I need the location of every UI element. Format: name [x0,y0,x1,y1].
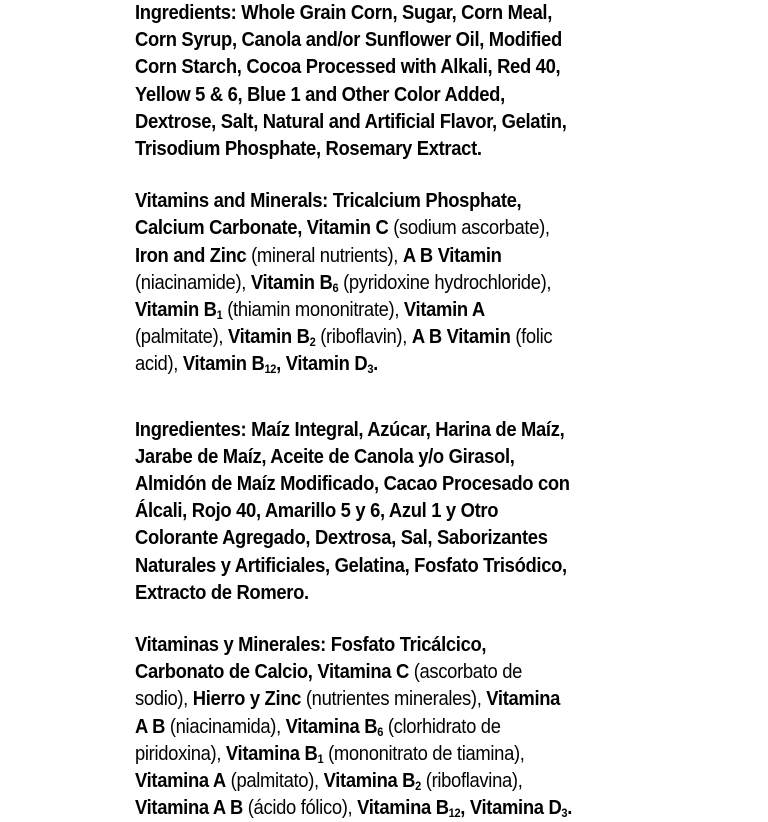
subscript-text: 3 [367,362,374,377]
regular-text-run: (mononitrato de tiamina), [328,742,525,765]
subscript-text: 2 [309,335,316,350]
bold-text-run: Vitamina B [225,742,318,765]
subscript-text: 1 [317,751,324,766]
ingredients-label-panel [135,0,705,822]
regular-text-run: (riboflavina), [425,770,523,793]
bold-text-run: Vitamina B [357,797,449,820]
subscript-text: 12 [448,806,461,821]
subscript-text: 6 [377,724,384,739]
bold-text-run: . [373,353,378,376]
bold-text-run: Vitamin B [135,299,217,322]
bold-text-run: Vitamina B [285,715,378,738]
regular-text-run: (riboflavin), [315,326,412,349]
bold-text-run: , Vitamina D [460,797,562,820]
bold-text-run: Iron and Zinc [135,244,247,267]
regular-text-run: (ácido fólico), [242,797,358,820]
regular-text-run: (folic acid), [135,326,553,376]
bold-text-run: Vitamina A B [135,688,561,738]
bold-text-run: Vitamina B [323,770,416,793]
regular-text-run: (mineral nutrients), [246,244,403,267]
subscript-text: 6 [332,280,339,295]
bold-text-run: Vitamina A B [135,797,243,820]
regular-text-run: (nutrientes minerales), [301,688,487,711]
bold-text-run: A B Vitamin [411,326,511,349]
bold-text-run: Vitamina A [135,770,226,793]
regular-text-run: (ascorbato de sodio), [135,661,523,711]
bold-text-run: Vitamin B [250,271,333,294]
subscript-text: 3 [561,806,568,821]
bold-text-run: A B Vitamin [402,244,502,267]
regular-text-run: (thiamin mononitrate), [222,299,404,322]
english-ingredients: Ingredients: Whole Grain Corn, Sugar, Corn Meal, Corn Syrup, Canola and/or Sunflower Oil, Modified Corn Starch, Cocoa Processed with Alkali, Red 40, Yellow 5 & 6, Blue 1 and Other Color Added, Dextrose, Salt, Natural and Artificial Flavor, Gelatin, Trisodium Phosphate, Rosemary Extract. [135,2,567,161]
regular-text-run: (sodium ascorbate), [393,217,550,240]
bold-text-run: . [567,797,573,820]
subscript-text: 12 [264,362,277,377]
regular-text-run: (pyridoxine hydrochloride), [343,271,552,294]
regular-text-run: (palmitato), [225,770,324,793]
subscript-text: 2 [415,779,421,794]
bold-text-run: Hierro y Zinc [192,688,302,711]
regular-text-run: (niacinamida), [165,715,286,738]
bold-text-run: Vitamins and Minerals: Tricalcium Phosphate, Calcium Carbonate, Vitamin C [135,190,522,240]
bold-text-run: Vitamin B [227,326,310,349]
regular-text-run: (niacinamide), [135,271,247,294]
spanish-ingredients: Ingredientes: Maíz Integral, Azúcar, Harina de Maíz, Jarabe de Maíz, Aceite de Canola y/o Girasol, Almidón de Maíz Modificado, Cacao Procesado con Álcali, Rojo 40, Amarillo 5 y 6, Azul 1 y Otro Colorante Agregado, Dextrosa, Sal, Saborizantes Naturales y Artificiales, Gelatina, Fosfato Trisódico, Extracto de Romero. [135,418,570,604]
spacer [135,163,705,188]
bold-text-run: , Vitamin D [276,353,368,376]
regular-text-run: (palmitate), [135,326,224,349]
subscript-text: 1 [216,308,223,323]
regular-text-run: (clorhidrato de piridoxina), [135,715,501,765]
bold-text-run: Vitamin B [182,353,265,376]
spacer [135,607,705,632]
spacer [135,379,705,417]
english-vitamins-minerals [135,188,705,378]
spanish-vitamins-minerals [135,632,705,822]
bold-text-run: Vitaminas y Minerales: Fosfato Tricálcico, Carbonato de Calcio, Vitamina C [135,634,487,684]
bold-text-run: Vitamin A [403,299,485,322]
